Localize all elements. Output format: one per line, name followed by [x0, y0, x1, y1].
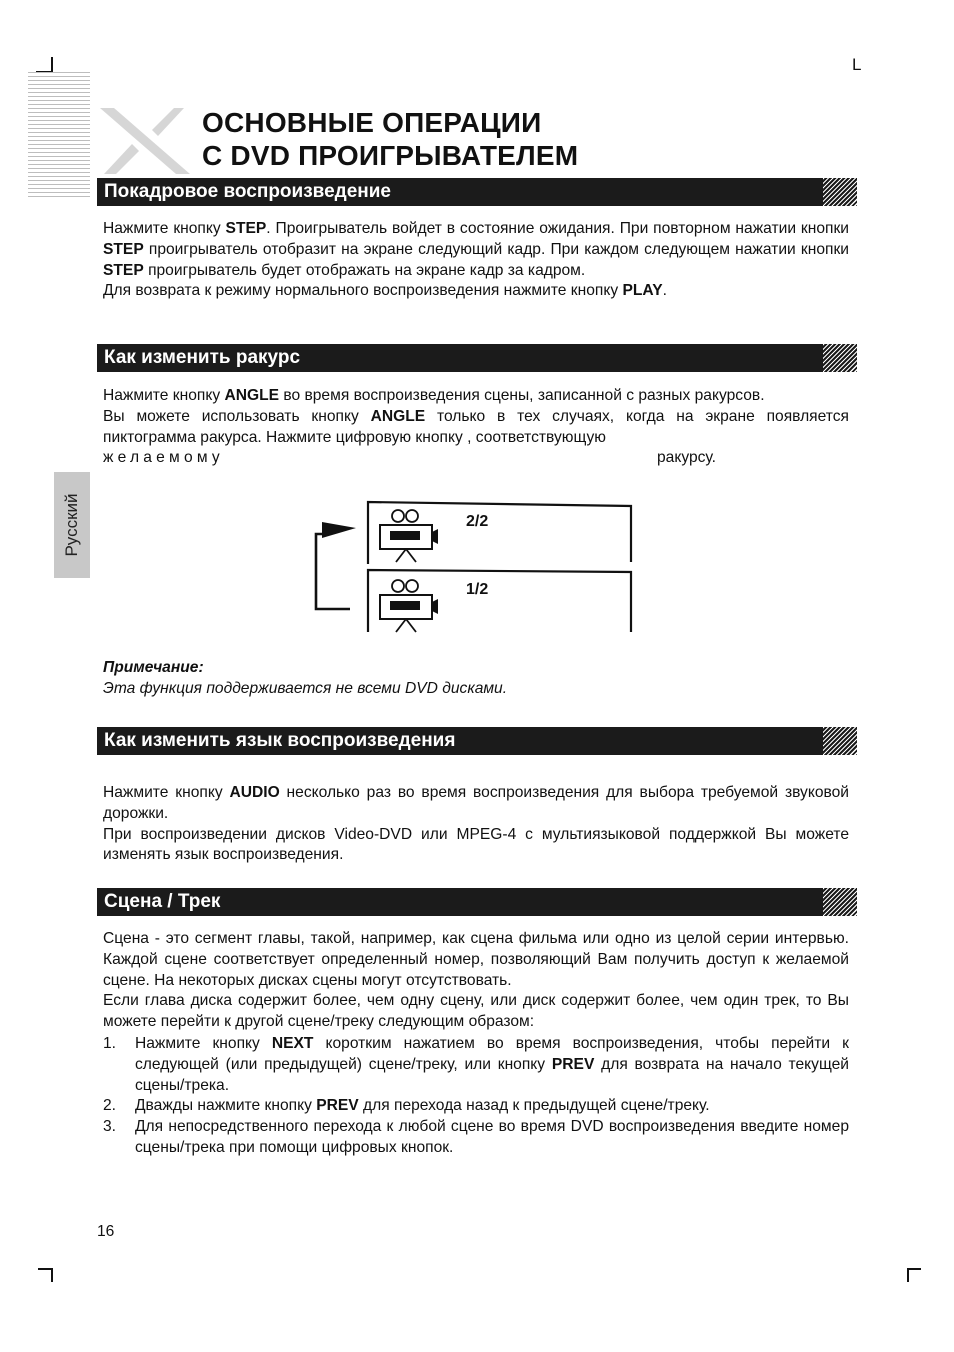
camera-icon	[380, 580, 438, 632]
key-prev: PREV	[551, 1055, 595, 1073]
scene-paragraph-2: Если глава диска содержит более, чем одну сцену, или диск содержит более, чем один трек, то Вы можете перейти к другой сцене/треку следующим образом:	[103, 992, 849, 1031]
corner-mark-top-right: L	[852, 55, 862, 74]
language-tab-label: Русский	[62, 493, 81, 557]
text-run: Вы можете использовать кнопку	[103, 407, 371, 425]
angle-label-top: 2/2	[466, 513, 489, 530]
text-run: проигрыватель будет отображать на экране кадр за кадром.	[143, 261, 586, 279]
crop-mark-bottom-right-v	[907, 1268, 909, 1282]
section-header-audio	[97, 727, 857, 755]
step-paragraph-2	[103, 281, 849, 302]
audio-paragraph-1	[103, 783, 849, 825]
key-prev: PREV	[316, 1097, 359, 1115]
key-step: STEP	[225, 220, 267, 237]
page-number: 16	[97, 1223, 115, 1240]
text-run: Для непосредственного перехода к любой сцене во время DVD воспроизведения введите номер сцены/трека при помощи цифровых кнопок.	[135, 1118, 849, 1156]
text-run: Дважды нажмите кнопку	[135, 1097, 317, 1115]
key-step: STEP	[103, 240, 144, 258]
text-run: проигрыватель отобразит на экране следующий кадр. При каждом следующем нажатии кнопки	[143, 240, 849, 258]
page-title-line2: С DVD ПРОИГРЫВАТЕЛЕМ	[202, 140, 579, 171]
angle-paragraph-1	[103, 386, 849, 407]
angle-paragraph-3	[103, 448, 849, 469]
text-run: желаемому	[103, 449, 224, 467]
text-run: Нажмите кнопку	[103, 387, 225, 404]
text-run: Нажмите кнопку	[103, 220, 226, 237]
scene-body	[103, 929, 849, 1033]
text-run: во время воспроизведения сцены, записанной с разных ракурсов.	[279, 387, 765, 404]
key-audio: AUDIO	[229, 784, 280, 801]
x-logo-icon	[96, 104, 196, 176]
section-heading: Сцена / Трек	[104, 891, 221, 912]
text-run: несколько раз во время воспроизведения для выбора требуемой звуковой дорожки.	[103, 784, 850, 822]
section-heading: Как изменить ракурс	[104, 347, 301, 368]
crop-mark-bottom-right-h	[907, 1268, 921, 1270]
angle-paragraph-2	[103, 407, 849, 449]
step-body	[103, 219, 849, 302]
list-number: 1.	[103, 1035, 117, 1052]
crop-mark-top-left-v	[51, 57, 53, 72]
text-run: Нажмите кнопку	[103, 784, 230, 801]
key-play: PLAY	[622, 282, 663, 300]
scene-steps-list	[103, 1034, 849, 1159]
text-run: Нажмите кнопку	[135, 1035, 272, 1052]
text-run: ракурсу.	[657, 449, 717, 467]
text-run: для возврата на начало текущей сцены/трека.	[135, 1055, 849, 1094]
hatch-decoration	[823, 888, 857, 916]
note-title: Примечание:	[103, 659, 204, 676]
section-heading: Как изменить язык воспроизведения	[104, 730, 456, 751]
list-number: 3.	[103, 1118, 117, 1136]
audio-body	[103, 783, 849, 866]
section-heading: Покадровое воспроизведение	[104, 181, 392, 202]
page-title	[202, 106, 578, 172]
note-text: Эта функция поддерживается не всеми DVD дисками.	[103, 680, 508, 697]
text-run: только в тех случаях, когда на экране появляется пиктограмма ракурса. Нажмите цифровую кнопку , соответствующую	[103, 407, 849, 446]
hatch-decoration	[823, 178, 857, 206]
crop-mark-bottom-left-h	[38, 1268, 52, 1270]
list-item	[103, 1096, 849, 1117]
angle-body	[103, 386, 849, 469]
section-header-angle	[97, 344, 857, 372]
key-angle: ANGLE	[370, 407, 426, 425]
scene-paragraph-1: Сцена - это сегмент главы, такой, например, как сцена фильма или одно из целой серии интервью. Каждой сцене соответствует определенный номер, позволяющий Вам получить доступ к желаемой сцене. На некоторых дисках сцены могут отсутствовать.	[103, 930, 849, 989]
hatch-decoration	[823, 344, 857, 372]
angle-illustration	[310, 498, 640, 638]
text-run: . Проигрыватель войдет в состояние ожидания. При повторном нажатии кнопки	[266, 220, 849, 237]
angle-label-bottom: 1/2	[466, 581, 489, 598]
list-number: 2.	[103, 1097, 117, 1115]
crop-mark-bottom-left-v	[51, 1268, 53, 1282]
text-run: коротким нажатием во время воспроизведения, чтобы перейти к следующей (или предыдущей) сцене/треку, или кнопку	[135, 1035, 849, 1073]
page-title-line1: ОСНОВНЫЕ ОПЕРАЦИИ	[202, 107, 542, 138]
hatch-decoration	[823, 727, 857, 755]
step-paragraph-1	[103, 219, 849, 281]
list-item	[103, 1117, 849, 1159]
text-run: для перехода назад к предыдущей сцене/треку.	[358, 1097, 710, 1115]
audio-paragraph-2: При воспроизведении дисков Video-DVD или MPEG-4 с мультиязыковой поддержкой Вы можете изменять язык воспроизведения.	[103, 825, 849, 864]
decorative-stripes	[28, 72, 90, 200]
key-step: STEP	[103, 261, 144, 279]
list-item	[103, 1034, 849, 1096]
key-next: NEXT	[271, 1035, 314, 1052]
camera-icon	[380, 510, 438, 562]
language-tab	[54, 472, 90, 578]
section-header-step	[97, 178, 857, 206]
text-run: Для возврата к режиму нормального воспроизведения нажмите кнопку	[103, 282, 623, 300]
text-run: .	[662, 282, 667, 300]
section-header-scene	[97, 888, 857, 916]
key-angle: ANGLE	[224, 387, 280, 404]
